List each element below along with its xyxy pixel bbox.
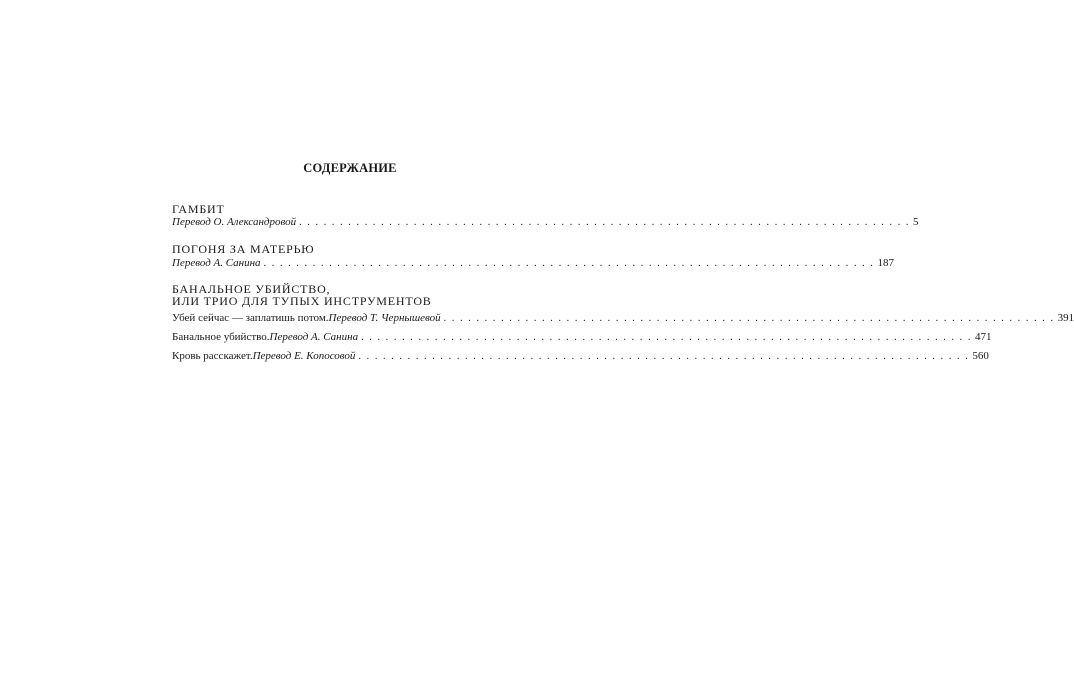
dot-leader: . . . . . . . . . . . . . . . . . . . . . . . . . . . . . . . . . . . . . . . . . . . . . . . . . . . . . . . . . . . . . . . . . . . . . . . . . . . [358, 351, 970, 362]
entry-page-number: 5 [913, 216, 919, 228]
entry-translator: Перевод Е. Копосовой [252, 350, 356, 362]
entry-page-number: 560 [972, 350, 989, 362]
section-title-banal-murder-line2: ИЛИ ТРИО ДЛЯ ТУПЫХ ИНСТРУМЕНТОВ [172, 294, 432, 308]
section-title-gambit: ГАМБИТ [172, 202, 225, 216]
dot-leader: . . . . . . . . . . . . . . . . . . . . . . . . . . . . . . . . . . . . . . . . . . . . . . . . . . . . . . . . . . . . . . . . . . . . . . . . . . . [263, 258, 875, 269]
entry-title: Банальное убийство. [172, 331, 270, 343]
section-title-banal-murder-line1: БАНАЛЬНОЕ УБИЙСТВО, [172, 282, 331, 296]
toc-entry[interactable] [172, 331, 992, 344]
toc-heading: СОДЕРЖАНИЕ [303, 161, 397, 175]
toc-entry[interactable] [172, 350, 989, 363]
toc-entry[interactable] [172, 257, 894, 270]
entry-page-number: 391 [1057, 312, 1074, 324]
section-title-pursuit: ПОГОНЯ ЗА МАТЕРЬЮ [172, 242, 315, 256]
entry-translator: Перевод А. Санина [269, 331, 359, 343]
dot-leader: . . . . . . . . . . . . . . . . . . . . . . . . . . . . . . . . . . . . . . . . . . . . . . . . . . . . . . . . . . . . . . . . . . . . . . . . . . . [361, 332, 972, 343]
entry-title: Убей сейчас — заплатишь потом. [172, 312, 329, 324]
dot-leader: . . . . . . . . . . . . . . . . . . . . . . . . . . . . . . . . . . . . . . . . . . . . . . . . . . . . . . . . . . . . . . . . . . . . . . . . . . . [443, 313, 1055, 324]
entry-translator: Перевод О. Александровой [172, 216, 297, 228]
entry-translator: Перевод Т. Чернышевой [328, 312, 441, 324]
entry-title: Кровь расскажет. [172, 350, 253, 362]
entry-page-number: 187 [877, 257, 894, 269]
entry-page-number: 471 [974, 331, 992, 343]
dot-leader: . . . . . . . . . . . . . . . . . . . . . . . . . . . . . . . . . . . . . . . . . . . . . . . . . . . . . . . . . . . . . . . . . . . . . . . . . . . [299, 217, 911, 228]
entry-translator: Перевод А. Санина [172, 257, 261, 269]
toc-entry[interactable] [172, 312, 1074, 325]
toc-entry[interactable] [172, 216, 919, 229]
